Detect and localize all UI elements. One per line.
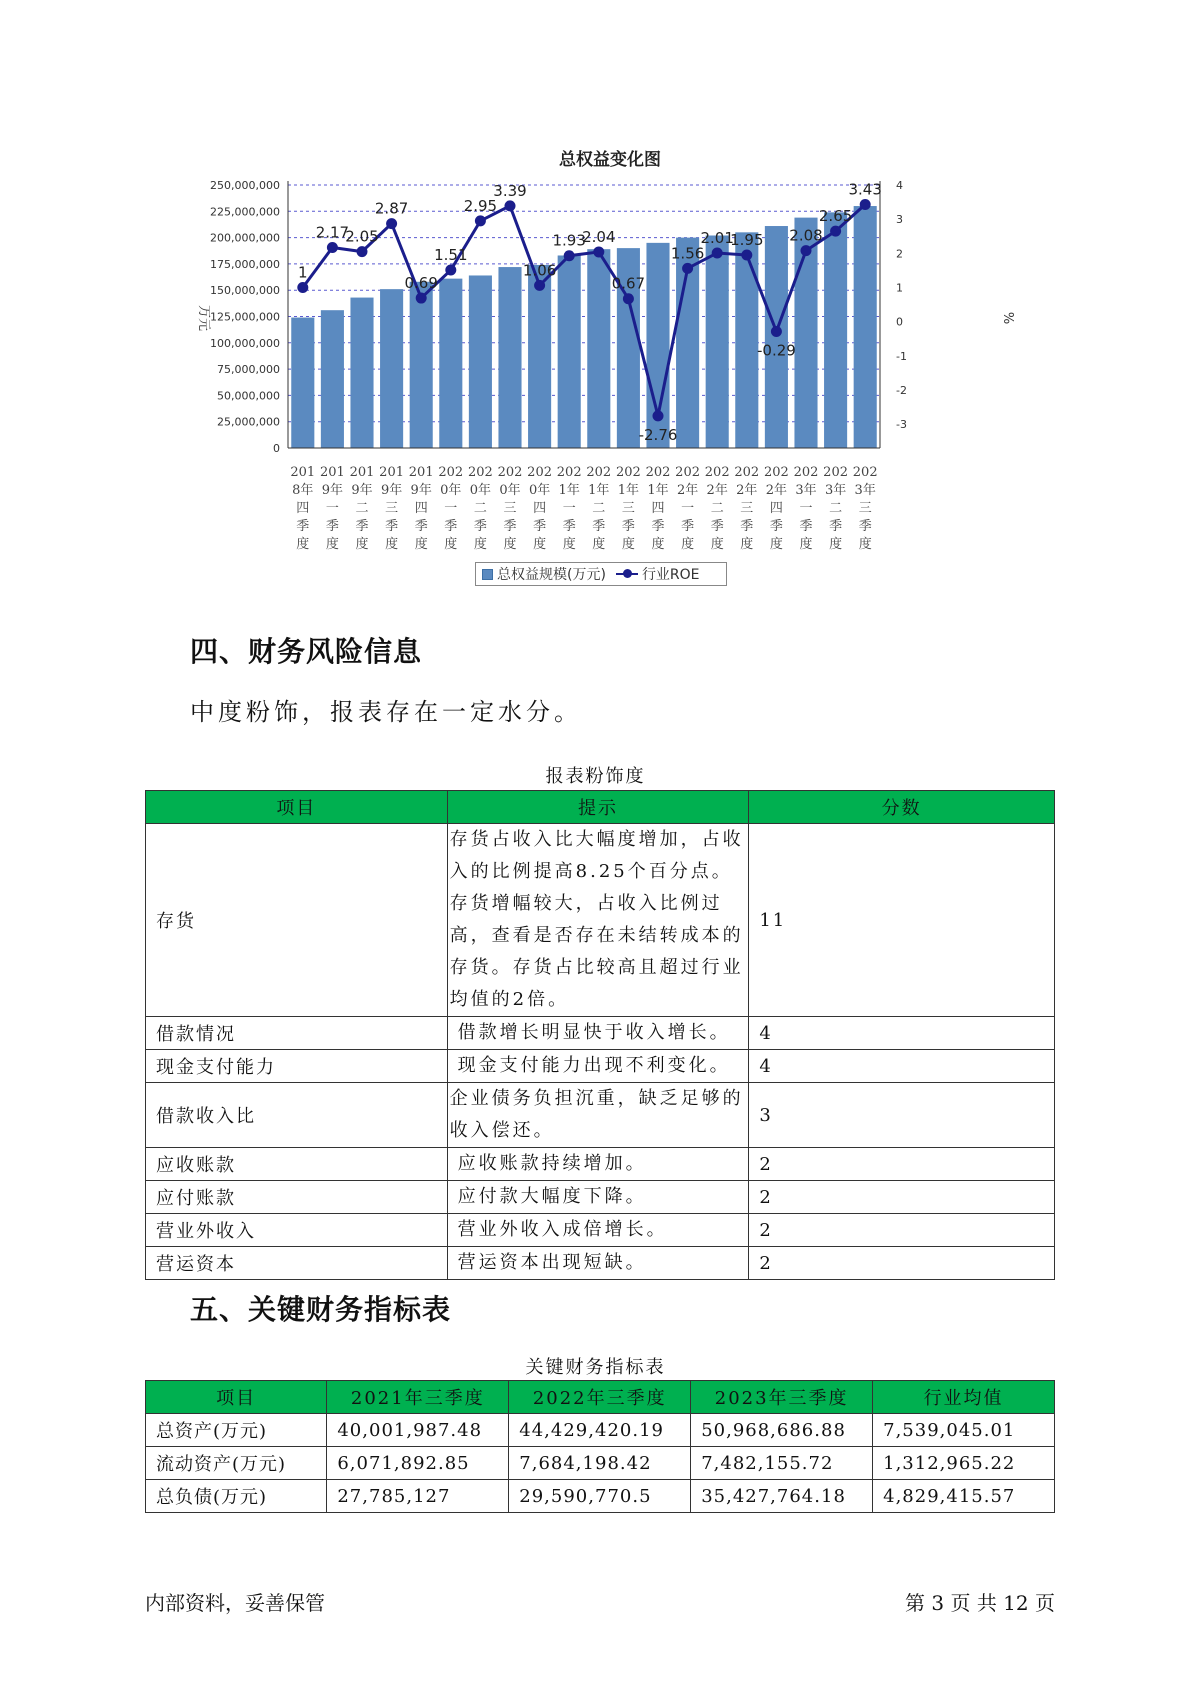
section4-summary: 中度粉饰，报表存在一定水分。 <box>190 698 582 726</box>
bar <box>735 232 758 448</box>
roe-point <box>534 280 545 291</box>
x-tick-label: 0年 <box>469 483 492 498</box>
roe-point <box>327 242 338 253</box>
x-tick-label: 二 <box>592 501 606 516</box>
kpi-table-header <box>146 1381 1055 1414</box>
x-tick-label: 202 <box>556 465 582 480</box>
bar <box>469 275 492 448</box>
x-tick-label: 202 <box>823 465 849 480</box>
table-row <box>146 1148 1055 1181</box>
left-tick-label: 100,000,000 <box>210 336 280 350</box>
table-row <box>146 1083 1055 1148</box>
roe-point <box>564 250 575 261</box>
legend-bar-swatch <box>482 569 493 580</box>
kpi-header: 2023年三季度 <box>691 1381 873 1414</box>
right-tick-label: 4 <box>896 179 903 192</box>
roe-data-label: -0.29 <box>756 341 796 360</box>
x-tick-label: 季 <box>621 519 635 534</box>
roe-point <box>712 247 723 258</box>
x-tick-label: 四 <box>651 501 665 516</box>
x-tick-label: 202 <box>438 465 464 480</box>
risk-table-header <box>146 791 1055 824</box>
roe-data-label: 0.67 <box>611 274 646 293</box>
x-tick-label: 202 <box>467 465 493 480</box>
risk-score: 2 <box>749 1214 1055 1247</box>
x-tick-label: 度 <box>355 537 369 552</box>
kpi-cell: 总资产(万元) <box>146 1414 327 1447</box>
x-tick-label: 季 <box>651 519 665 534</box>
kpi-cell: 总负债(万元) <box>146 1480 327 1513</box>
x-tick-label: 季 <box>740 519 754 534</box>
roe-point <box>475 215 486 226</box>
roe-data-label: 3.43 <box>848 180 882 199</box>
risk-item: 存货 <box>146 824 448 1017</box>
x-tick-label: 2年 <box>676 483 699 498</box>
x-tick-label: 三 <box>385 501 399 516</box>
risk-hint: 企业债务负担沉重，缺乏足够的收入偿还。 <box>447 1083 749 1148</box>
x-tick-label: 四 <box>769 501 783 516</box>
x-tick-label: 度 <box>799 537 813 552</box>
x-tick-label: 二 <box>829 501 843 516</box>
x-tick-label: 3年 <box>854 483 876 498</box>
risk-hint: 营运资本出现短缺。 <box>447 1247 749 1280</box>
x-tick-label: 二 <box>355 501 369 516</box>
x-tick-label: 度 <box>829 537 843 552</box>
roe-data-label: 2.08 <box>789 226 823 245</box>
risk-header-hint: 提示 <box>447 791 749 824</box>
left-tick-label: 175,000,000 <box>210 257 280 271</box>
footer-confidential: 内部资料，妥善保管 <box>145 1591 325 1615</box>
kpi-header: 项目 <box>146 1381 327 1414</box>
legend-line-swatch <box>616 573 638 575</box>
x-tick-label: 202 <box>586 465 612 480</box>
x-tick-label: 季 <box>592 519 606 534</box>
table-row <box>146 1017 1055 1050</box>
roe-point <box>505 200 516 211</box>
roe-point <box>682 263 693 274</box>
roe-point <box>653 410 664 421</box>
left-tick-label: 125,000,000 <box>210 310 280 324</box>
x-tick-label: 三 <box>740 501 754 516</box>
x-tick-label: 度 <box>858 537 872 552</box>
risk-hint: 现金支付能力出现不利变化。 <box>447 1050 749 1083</box>
right-tick-label: 0 <box>896 315 903 329</box>
roe-data-label: -2.76 <box>638 425 678 444</box>
x-tick-label: 0年 <box>528 483 551 498</box>
table-row <box>146 1480 1055 1513</box>
bar <box>321 310 344 448</box>
x-tick-label: 202 <box>793 465 819 480</box>
x-tick-label: 四 <box>533 501 547 516</box>
x-tick-label: 二 <box>710 501 724 516</box>
table-row <box>146 1050 1055 1083</box>
x-tick-label: 季 <box>562 519 576 534</box>
y-axis-left-label: 万元 <box>196 304 211 332</box>
x-tick-label: 季 <box>385 519 399 534</box>
x-tick-label: 201 <box>379 465 405 480</box>
x-tick-label: 季 <box>681 519 695 534</box>
x-tick-label: 度 <box>385 537 399 552</box>
x-tick-label: 度 <box>592 537 606 552</box>
risk-hint: 借款增长明显快于收入增长。 <box>447 1017 749 1050</box>
roe-point <box>416 293 427 304</box>
roe-point <box>830 226 841 237</box>
risk-score: 2 <box>749 1247 1055 1280</box>
roe-data-label: 0.69 <box>404 274 438 293</box>
x-tick-label: 季 <box>503 519 517 534</box>
roe-data-label: 2.65 <box>818 207 853 226</box>
risk-item: 营运资本 <box>146 1247 448 1280</box>
x-tick-label: 季 <box>858 519 872 534</box>
x-tick-label: 一 <box>681 501 695 516</box>
risk-score: 2 <box>749 1181 1055 1214</box>
risk-score: 2 <box>749 1148 1055 1181</box>
x-tick-label: 度 <box>296 537 310 552</box>
risk-header-score: 分数 <box>749 791 1055 824</box>
x-tick-label: 度 <box>769 537 783 552</box>
x-tick-label: 四 <box>296 501 310 516</box>
bar <box>854 206 877 448</box>
bar <box>380 289 403 448</box>
left-tick-label: 75,000,000 <box>217 363 280 377</box>
table-row <box>146 1447 1055 1480</box>
left-tick-label: 250,000,000 <box>210 179 280 192</box>
x-tick-label: 2年 <box>765 483 788 498</box>
equity-chart-svg <box>0 0 1191 560</box>
risk-table <box>145 790 1055 1280</box>
kpi-cell: 35,427,764.18 <box>691 1480 873 1513</box>
roe-point <box>860 199 871 210</box>
x-tick-label: 一 <box>325 501 339 516</box>
x-tick-label: 季 <box>414 519 428 534</box>
x-tick-label: 一 <box>444 501 458 516</box>
kpi-cell: 1,312,965.22 <box>873 1447 1055 1480</box>
roe-data-label: 1.95 <box>730 231 764 250</box>
x-tick-label: 三 <box>503 501 517 516</box>
bar <box>706 235 729 448</box>
bar <box>498 267 521 448</box>
x-tick-label: 9年 <box>410 483 432 498</box>
bar <box>558 255 581 448</box>
kpi-cell: 27,785,127 <box>327 1480 509 1513</box>
left-tick-label: 225,000,000 <box>210 205 280 219</box>
table-row <box>146 1414 1055 1447</box>
bar <box>824 212 847 448</box>
x-tick-label: 度 <box>533 537 547 552</box>
section5-heading: 五、关键财务指标表 <box>190 1293 452 1326</box>
risk-item: 应收账款 <box>146 1148 448 1181</box>
x-tick-label: 1年 <box>617 483 640 498</box>
table-row <box>146 1247 1055 1280</box>
bar <box>528 265 551 448</box>
x-tick-label: 8年 <box>292 483 314 498</box>
x-tick-label: 202 <box>615 465 641 480</box>
kpi-cell: 40,001,987.48 <box>327 1414 509 1447</box>
x-tick-label: 季 <box>533 519 547 534</box>
right-tick-label: -3 <box>896 418 907 432</box>
risk-item: 应付账款 <box>146 1181 448 1214</box>
roe-point <box>741 250 752 261</box>
roe-point <box>386 218 397 229</box>
x-tick-label: 度 <box>562 537 576 552</box>
x-tick-label: 度 <box>325 537 339 552</box>
table-row <box>146 1181 1055 1214</box>
x-tick-label: 3年 <box>795 483 817 498</box>
roe-data-label: 1 <box>298 263 308 282</box>
kpi-header: 行业均值 <box>873 1381 1055 1414</box>
x-tick-label: 1年 <box>558 483 580 498</box>
footer-page-number: 第 3 页 共 12 页 <box>905 1591 1055 1615</box>
x-tick-label: 2年 <box>706 483 728 498</box>
risk-score: 4 <box>749 1017 1055 1050</box>
x-tick-label: 二 <box>473 501 487 516</box>
risk-hint: 应收账款持续增加。 <box>447 1148 749 1181</box>
right-tick-label: 3 <box>896 213 903 227</box>
x-tick-label: 季 <box>799 519 813 534</box>
equity-chart <box>0 0 1191 600</box>
roe-point <box>593 246 604 257</box>
kpi-cell: 7,539,045.01 <box>873 1414 1055 1447</box>
right-tick-label: 2 <box>896 247 903 261</box>
roe-data-label: 2.05 <box>345 227 379 246</box>
roe-data-label: 2.17 <box>315 223 350 242</box>
roe-point <box>297 282 308 293</box>
kpi-cell: 7,482,155.72 <box>691 1447 873 1480</box>
right-tick-label: -1 <box>896 349 907 363</box>
roe-data-label: 2.04 <box>582 227 616 246</box>
x-tick-label: 度 <box>621 537 635 552</box>
table-row <box>146 1214 1055 1247</box>
roe-data-label: 2.01 <box>700 228 734 247</box>
x-tick-label: 9年 <box>380 483 403 498</box>
x-tick-label: 202 <box>704 465 730 480</box>
kpi-header: 2022年三季度 <box>509 1381 691 1414</box>
table-row <box>146 824 1055 1017</box>
x-tick-label: 四 <box>414 501 428 516</box>
kpi-cell: 50,968,686.88 <box>691 1414 873 1447</box>
bar <box>439 279 462 448</box>
x-tick-label: 9年 <box>321 483 344 498</box>
risk-item: 营业外收入 <box>146 1214 448 1247</box>
kpi-cell: 29,590,770.5 <box>509 1480 691 1513</box>
bar <box>410 282 433 448</box>
x-tick-label: 季 <box>444 519 458 534</box>
roe-point <box>445 265 456 276</box>
x-tick-label: 度 <box>444 537 458 552</box>
x-tick-label: 202 <box>675 465 701 480</box>
x-tick-label: 1年 <box>588 483 610 498</box>
right-tick-label: -2 <box>896 383 907 397</box>
x-tick-label: 季 <box>710 519 724 534</box>
risk-item: 借款收入比 <box>146 1083 448 1148</box>
x-tick-label: 度 <box>681 537 695 552</box>
x-tick-label: 度 <box>503 537 517 552</box>
left-tick-label: 150,000,000 <box>210 284 280 298</box>
left-tick-label: 25,000,000 <box>217 415 280 429</box>
right-tick-label: 1 <box>896 281 903 295</box>
x-tick-label: 3年 <box>824 483 847 498</box>
roe-data-label: 1.93 <box>552 231 586 250</box>
x-tick-label: 201 <box>349 465 375 480</box>
bar <box>587 249 610 448</box>
roe-data-label: 1.56 <box>670 244 705 263</box>
section4-heading: 四、财务风险信息 <box>190 635 423 668</box>
x-tick-label: 2年 <box>736 483 758 498</box>
risk-score: 3 <box>749 1083 1055 1148</box>
left-tick-label: 200,000,000 <box>210 231 280 245</box>
x-tick-label: 度 <box>414 537 428 552</box>
kpi-cell: 7,684,198.42 <box>509 1447 691 1480</box>
x-tick-label: 季 <box>829 519 843 534</box>
chart-title: 总权益变化图 <box>559 150 661 170</box>
x-tick-label: 202 <box>852 465 878 480</box>
x-tick-label: 季 <box>296 519 310 534</box>
risk-score: 4 <box>749 1050 1055 1083</box>
risk-score: 11 <box>749 824 1055 1017</box>
x-tick-label: 201 <box>319 465 345 480</box>
risk-item: 借款情况 <box>146 1017 448 1050</box>
left-tick-label: 0 <box>273 442 280 455</box>
roe-data-label: 2.87 <box>374 199 409 218</box>
risk-table-caption: 报表粉饰度 <box>545 766 646 787</box>
x-tick-label: 202 <box>645 465 671 480</box>
x-tick-label: 一 <box>799 501 813 516</box>
x-tick-label: 9年 <box>351 483 373 498</box>
risk-hint: 营业外收入成倍增长。 <box>447 1214 749 1247</box>
chart-legend <box>475 562 727 586</box>
roe-data-label: 2.95 <box>463 196 498 215</box>
x-tick-label: 202 <box>763 465 789 480</box>
x-tick-label: 1年 <box>647 483 669 498</box>
risk-hint: 应付款大幅度下降。 <box>447 1181 749 1214</box>
x-tick-label: 202 <box>497 465 523 480</box>
x-tick-label: 三 <box>621 501 635 516</box>
x-tick-label: 度 <box>651 537 665 552</box>
kpi-header: 2021年三季度 <box>327 1381 509 1414</box>
roe-point <box>357 246 368 257</box>
x-tick-label: 201 <box>290 465 316 480</box>
roe-point <box>771 326 782 337</box>
x-tick-label: 三 <box>858 501 872 516</box>
bar <box>350 298 373 448</box>
x-tick-label: 0年 <box>499 483 521 498</box>
kpi-table <box>145 1380 1055 1513</box>
y-axis-right-label: % <box>1000 311 1015 325</box>
x-tick-label: 季 <box>769 519 783 534</box>
x-tick-label: 度 <box>710 537 724 552</box>
legend-line-label: 行业ROE <box>641 567 700 583</box>
roe-data-label: 1.06 <box>522 261 557 280</box>
kpi-cell: 4,829,415.57 <box>873 1480 1055 1513</box>
x-tick-label: 度 <box>473 537 487 552</box>
risk-header-item: 项目 <box>146 791 448 824</box>
x-tick-label: 一 <box>562 501 576 516</box>
roe-point <box>801 245 812 256</box>
kpi-cell: 流动资产(万元) <box>146 1447 327 1480</box>
kpi-table-caption: 关键财务指标表 <box>525 1357 666 1378</box>
x-tick-label: 202 <box>527 465 553 480</box>
x-tick-label: 度 <box>740 537 754 552</box>
bar <box>291 318 314 448</box>
x-tick-label: 0年 <box>440 483 462 498</box>
risk-hint: 存货占收入比大幅度增加，占收入的比例提高8.25个百分点。存货增幅较大，占收入比例过高，查看是否存在未结转成本的存货。存货占比较高且超过行业均值的2倍。 <box>447 824 749 1017</box>
roe-data-label: 1.51 <box>434 246 468 265</box>
kpi-cell: 44,429,420.19 <box>509 1414 691 1447</box>
risk-item: 现金支付能力 <box>146 1050 448 1083</box>
kpi-cell: 6,071,892.85 <box>327 1447 509 1480</box>
left-tick-label: 50,000,000 <box>217 389 280 403</box>
legend-bar-label: 总权益规模(万元) <box>497 567 606 583</box>
x-tick-label: 季 <box>473 519 487 534</box>
x-tick-label: 季 <box>325 519 339 534</box>
roe-data-label: 3.39 <box>493 181 527 200</box>
x-tick-label: 201 <box>408 465 434 480</box>
roe-point <box>623 293 634 304</box>
x-tick-label: 季 <box>355 519 369 534</box>
x-tick-label: 202 <box>734 465 760 480</box>
